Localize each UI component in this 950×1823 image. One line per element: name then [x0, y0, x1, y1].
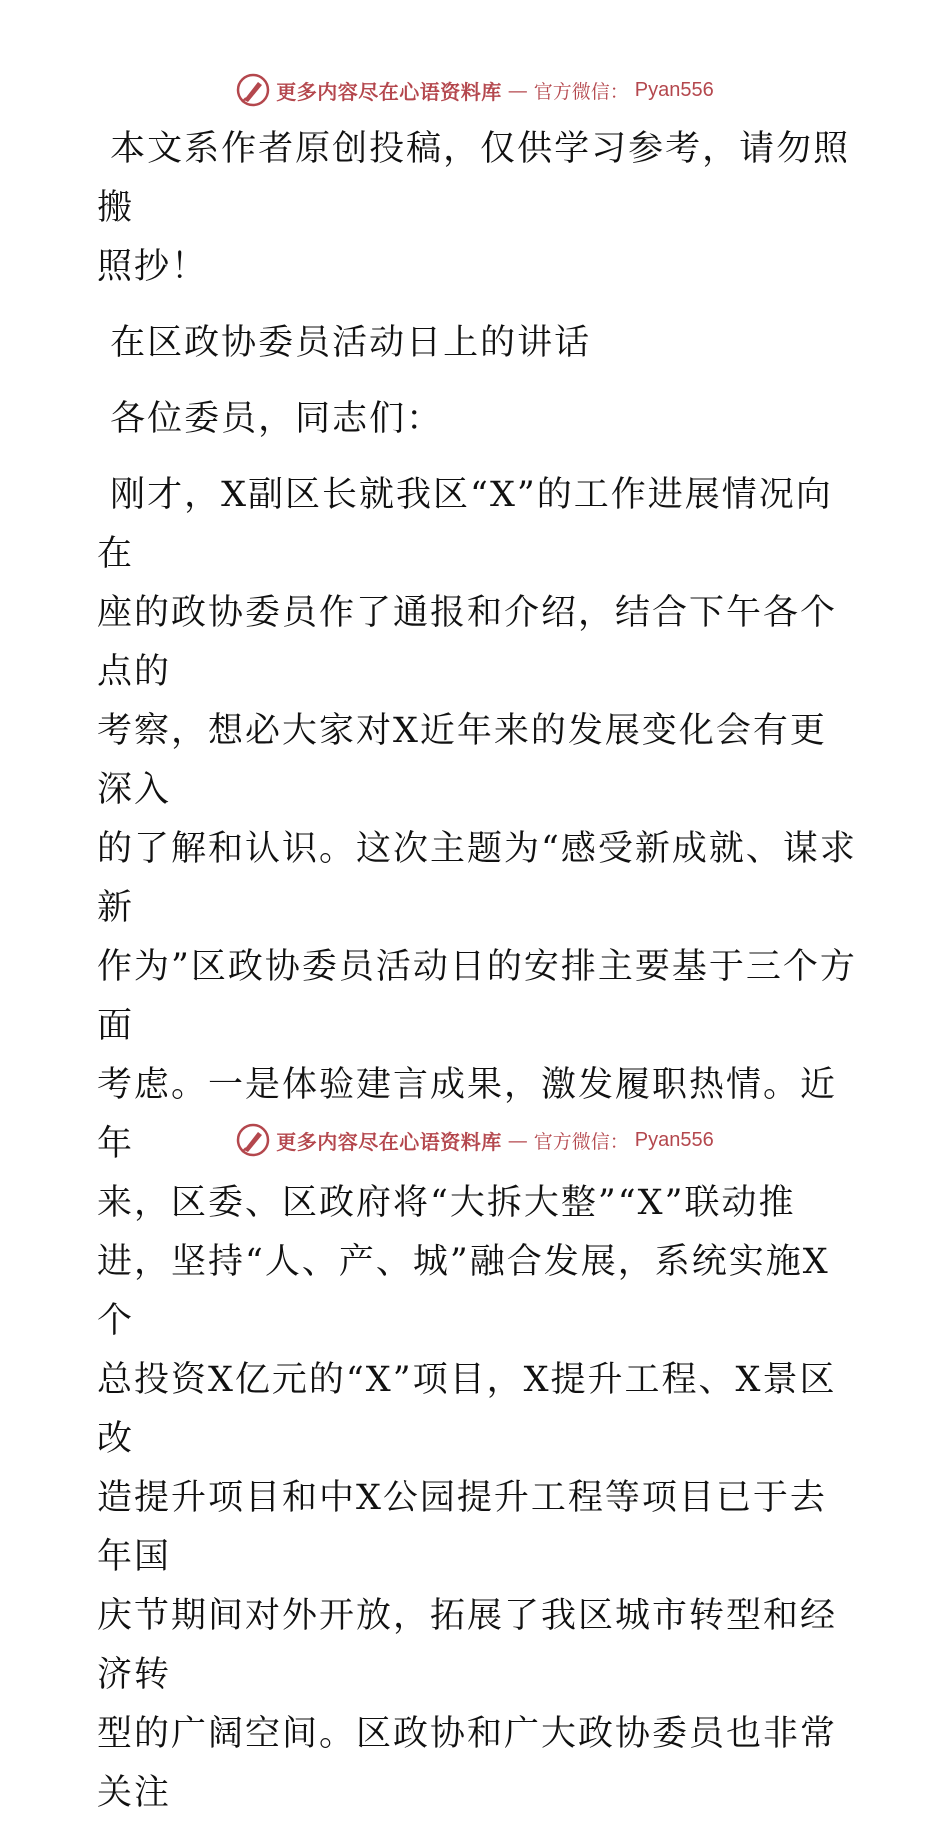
notice-line-2: 照抄！: [97, 247, 209, 287]
banner-slogan: 更多内容尽在心语资料库: [276, 1129, 502, 1154]
body-line: 总投资X亿元的“X”项目，X提升工程、X景区改: [97, 1360, 837, 1459]
body-line: 作为”区政协委员活动日的安排主要基于三个方面: [97, 947, 857, 1046]
document-title: 在区政协委员活动日上的讲话: [97, 323, 592, 363]
footer-banner-content: [236, 1123, 713, 1157]
body-line: 刚才，X副区长就我区“X”的工作进展情况向在: [97, 475, 833, 574]
notice-line-1: 本文系作者原创投稿，仅供学习参考，请勿照搬: [97, 129, 851, 228]
body-line: 的了解和认识。这次主题为“感受新成就、谋求新: [97, 829, 857, 928]
banner-wechat-label: 官方微信：: [533, 80, 629, 103]
body-line: 考虑。一是体验建言成果，激发履职热情。近年: [97, 1065, 838, 1164]
banner-slogan: 更多内容尽在心语资料库: [276, 79, 502, 104]
footer-banner: [0, 1120, 950, 1160]
body-line: 造提升项目和中X公园提升工程等项目已于去年国: [97, 1478, 827, 1577]
banner-separator: —: [507, 1128, 528, 1152]
quill-pen-logo-icon: [236, 1123, 270, 1157]
header-banner: [0, 70, 950, 110]
body-line: 型的广阔空间。区政协和广大政协委员也非常关注: [97, 1714, 838, 1813]
greeting: 各位委员，同志们：: [97, 399, 444, 439]
body-line: 进，坚持“人、产、城”融合发展，系统实施X个: [97, 1242, 830, 1341]
header-banner-content: [236, 73, 713, 107]
banner-separator: —: [507, 78, 528, 102]
body-line: 座的政协委员作了通报和介绍，结合下午各个点的: [97, 593, 838, 692]
banner-wechat-label: 官方微信：: [533, 1130, 629, 1153]
quill-pen-logo-icon: [236, 73, 270, 107]
body-line: 考察，想必大家对X近年来的发展变化会有更深入: [97, 711, 827, 810]
document-body: [97, 120, 857, 1823]
body-line: 来，区委、区政府将“大拆大整”“X”联动推: [97, 1183, 796, 1223]
banner-wechat-id: Pyan556: [634, 1128, 714, 1151]
body-line: 庆节期间对外开放，拓展了我区城市转型和经济转: [97, 1596, 838, 1695]
banner-wechat-id: Pyan556: [634, 78, 714, 101]
